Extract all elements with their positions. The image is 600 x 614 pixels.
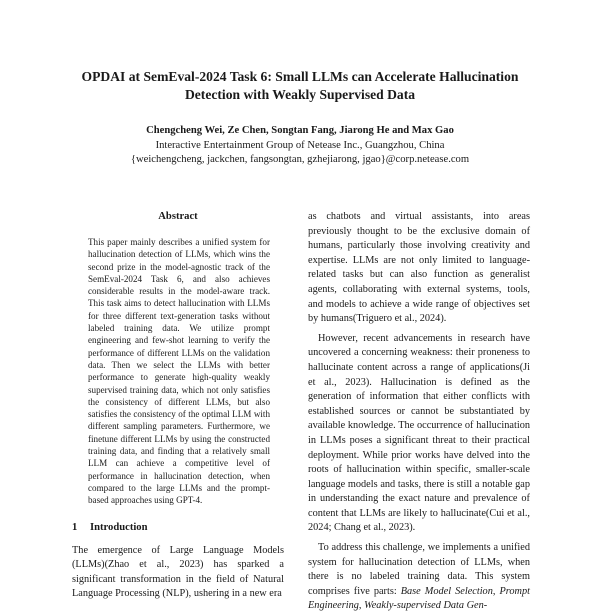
- separator: ,: [492, 585, 500, 597]
- introduction-text: The emergence of Large Language Models (LLMs)(Zhao et al., 2023) has sparked a significant transformation in the field of Natural Language Processing (NLP), ushering in a new era: [72, 544, 284, 600]
- section-title: Introduction: [90, 521, 148, 533]
- paragraph-continuation: as chatbots and virtual assistants, into areas previously thought to be the exclusive domain of humans, particularly those involving creativity and expertise. LLMs are not only limited to language-related tasks but can also function as generalist agents, collaborating with external systems, tools, and models to achieve a wide range of objectives set by humans(Triguero et al., 2024).: [308, 211, 530, 325]
- paragraph-text: To address this challenge, we implements a unified system for hallucination detection of LLMs, when there is no labeled training data. This system comprises five parts:: [308, 542, 530, 597]
- section-number: 1: [72, 521, 78, 533]
- right-column: [308, 210, 530, 614]
- component-weakly-supervised-data-gen: Weakly-supervised Data Gen-: [364, 600, 488, 612]
- section-heading-introduction: [72, 521, 284, 535]
- author-emails: {weichengcheng, jackchen, fangsongtan, gzhejiarong, jgao}@corp.netease.com: [130, 154, 470, 165]
- component-prompt-engineering: Prompt Engineering: [308, 585, 530, 612]
- left-column: [72, 210, 284, 602]
- author-block: [40, 124, 560, 168]
- separator: ,: [358, 600, 365, 612]
- component-base-model-selection: Base Model Selection: [400, 585, 493, 597]
- paper-title: [40, 68, 560, 104]
- paragraph-system-overview: [308, 541, 530, 614]
- abstract-text: This paper mainly describes a unified system for hallucination detection of LLMs, which wins the second prize in the model-agnostic track of the SemEval-2024 Task 6, and also achieves considerable results in the model-aware track. This task aims to detect hallucination with LLMs for three different text-generation tasks without labeled training data. We utilize prompt engineering and few-shot learning to verify the performance of different LLMs on the validation data. Then we select the LLMs with better performance to generate high-quality weakly supervised training data, which not only satisfies the consistency of different LLMs, but also satisfies the consistency of the optimal LLM with different sampling parameters. Furthermore, we finetune different LLMs by using the constructed training data, and finding that a relatively small LLM can achieve a competitive level of performance in hallucination detection, when compared to the large LLMs and the prompt-based approaches using GPT-4.: [88, 237, 270, 506]
- abstract-heading: Abstract: [158, 211, 198, 222]
- title-line-2: Detection with Weakly Supervised Data: [184, 87, 416, 102]
- author-names: Chengcheng Wei, Ze Chen, Songtan Fang, Jiarong He and Max Gao: [146, 125, 454, 136]
- title-line-1: OPDAI at SemEval-2024 Task 6: Small LLMs can Accelerate Hallucination: [81, 69, 519, 84]
- paragraph-hallucination: However, recent advancements in research have uncovered a concerning weakness: their proneness to hallucinate content across a range of applications(Ji et al., 2023). Hallucination is defined as the generation of information that either conflicts with established sources or cannot be substantiated by available knowledge. The occurrence of hallucination in LLMs poses a significant threat to their practical deployment. While prior works have delved into the roots of hallucination within specific, smaller-scale language models and tasks, there is still a notable gap in understanding the exact nature and prevalence of content that LLMs are likely to hallucinate(Cui et al., 2024; Chang et al., 2023).: [308, 332, 530, 534]
- affiliation: Interactive Entertainment Group of Netease Inc., Guangzhou, China: [155, 139, 445, 151]
